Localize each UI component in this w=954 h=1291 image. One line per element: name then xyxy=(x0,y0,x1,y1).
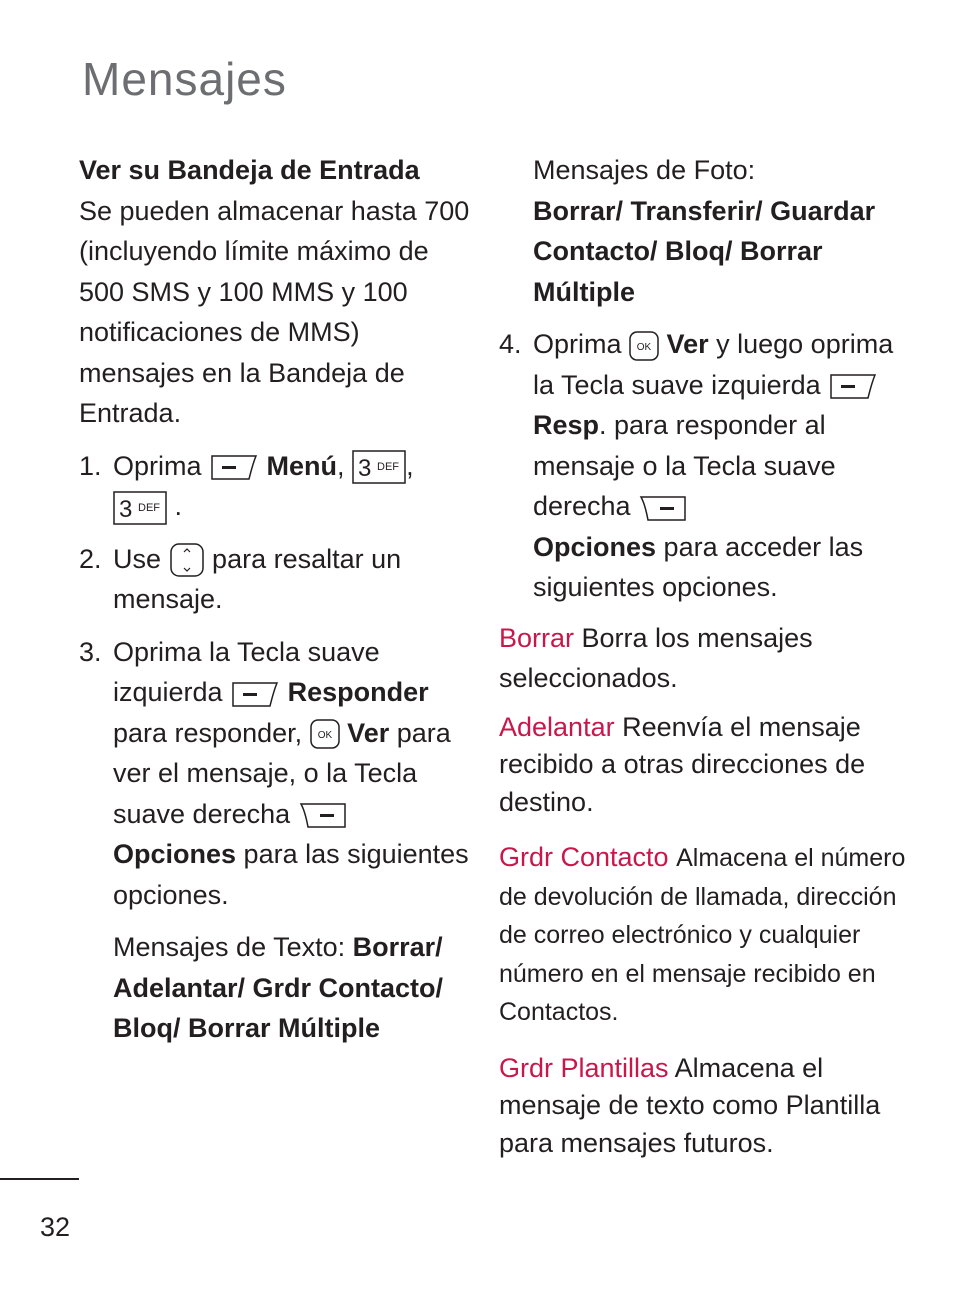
photo-message-label: Mensajes de Foto: xyxy=(533,155,756,185)
section-heading: Ver su Bandeja de Entrada xyxy=(79,155,420,185)
step-number: 1. xyxy=(79,450,102,481)
left-column xyxy=(79,150,474,1049)
three-def-key-icon xyxy=(352,450,406,484)
ver-label: Ver xyxy=(347,717,390,748)
resp-label: Resp xyxy=(533,410,600,440)
three-key-letters: DEF xyxy=(138,501,160,514)
option-grdr-plantillas xyxy=(499,1050,919,1163)
text-message-options xyxy=(79,927,474,1049)
step-text: para ver el mensaje, o la Tecla suave derecha xyxy=(113,717,451,829)
three-def-key-icon xyxy=(113,491,167,525)
navigation-key-icon xyxy=(169,543,205,577)
option-description: Almacena el mensaje de texto como Plantilla para mensajes futuros. xyxy=(499,1052,881,1158)
step-text: Use xyxy=(113,543,162,574)
step-text: . para responder al mensaje o la Tecla suave derecha xyxy=(533,410,836,521)
step-1 xyxy=(79,446,474,527)
three-key-digit: 3 xyxy=(358,455,372,483)
three-key-letters: DEF xyxy=(377,461,400,474)
option-grdr-contacto xyxy=(499,839,919,1032)
step-text: Oprima la Tecla suave izquierda xyxy=(113,636,380,707)
text-message-option-list: Borrar/ Adelantar/ Grdr Contacto/ Bloq/ Borrar Múltiple xyxy=(113,932,444,1043)
opciones-label: Opciones xyxy=(533,531,657,562)
comma: , xyxy=(337,450,345,481)
step-text: y luego oprima la Tecla suave izquierda xyxy=(533,329,894,400)
step-4 xyxy=(499,324,919,608)
option-term: Adelantar xyxy=(499,711,615,742)
step-text: para resaltar un mensaje. xyxy=(113,543,402,614)
footer-rule xyxy=(0,1178,79,1180)
photo-message-option-list: Borrar/ Transferir/ Guardar Contacto/ Bloq/ Borrar Múltiple xyxy=(533,195,876,307)
option-term: Borrar xyxy=(499,622,575,653)
right-column xyxy=(499,150,919,1162)
step-number: 2. xyxy=(79,543,102,574)
comma: , xyxy=(406,450,414,481)
step-number: 3. xyxy=(79,636,102,667)
ok-key-label: OK xyxy=(636,341,652,353)
step-text: para acceder las siguientes opciones. xyxy=(533,531,864,602)
menu-label: Menú xyxy=(266,450,338,481)
option-term: Grdr Contacto xyxy=(499,842,669,872)
page-title: Mensajes xyxy=(82,53,287,105)
step-number: 4. xyxy=(499,329,522,359)
period: . xyxy=(174,491,183,521)
step-text: para responder, xyxy=(113,717,303,748)
responder-label: Responder xyxy=(287,677,429,707)
step-text: Oprima xyxy=(533,329,622,359)
option-description: Almacena el número de devolución de llamada, dirección de correo electrónico y cualquier número en el mensaje recibido en Contactos. xyxy=(499,844,906,1026)
text-message-label: Mensajes de Texto: xyxy=(113,932,346,962)
option-borrar xyxy=(499,618,919,699)
right-soft-key-icon xyxy=(638,492,688,524)
left-soft-key-icon xyxy=(209,451,259,483)
ver-label: Ver xyxy=(666,329,709,359)
ok-key-icon xyxy=(310,719,340,749)
left-soft-key-icon xyxy=(828,370,878,402)
step-text: Oprima xyxy=(113,450,202,481)
photo-message-options xyxy=(499,150,919,312)
option-description: Borra los mensajes seleccionados. xyxy=(499,622,813,693)
ok-key-label: OK xyxy=(317,730,332,742)
step-text: para las siguientes opciones. xyxy=(113,839,469,910)
ok-key-icon xyxy=(629,331,659,361)
option-term: Grdr Plantillas xyxy=(499,1052,669,1083)
opciones-label: Opciones xyxy=(113,839,237,869)
section-intro: Se pueden almacenar hasta 700 (incluyendo límite máximo de 500 SMS y 100 MMS y 100 notificaciones de MMS) mensajes en la Bandeja de Entrada. xyxy=(79,195,470,428)
option-adelantar xyxy=(499,709,919,822)
left-soft-key-icon xyxy=(230,678,280,710)
three-key-digit: 3 xyxy=(119,495,133,523)
right-soft-key-icon xyxy=(298,799,348,831)
step-3 xyxy=(79,632,474,916)
option-description: Reenvía el mensaje recibido a otras direcciones de destino. xyxy=(499,711,866,817)
step-2 xyxy=(79,539,474,620)
page-number: 32 xyxy=(40,1212,71,1242)
